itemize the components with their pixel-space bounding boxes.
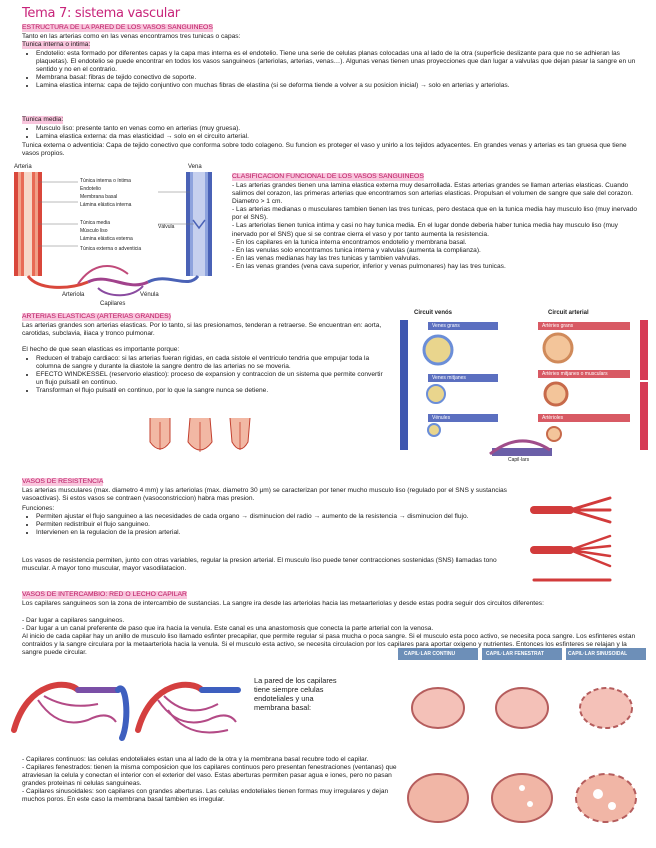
capilares-tipos <box>22 756 397 805</box>
label-arteria: Arteria <box>14 164 32 170</box>
label-capilares: Capilares <box>100 301 126 307</box>
list-item: - En las venas grandes (vena cava superior, inferior y venas pulmonares) hay las tres tunicas. <box>232 262 506 270</box>
list-item: • EFECTO WINDKESSEL (reservorio elastico): proceso de expansion y contraccion de un sistema que permite convertir un flujo pulsatil en continuo. <box>36 371 390 387</box>
list-item: • Lamina elastica externa: da mas elasticidad → solo en el circuito arterial. <box>36 133 642 141</box>
label-venula: Vénula <box>140 292 159 298</box>
intercambio-p4: Al inicio de cada capilar hay un anillo de musculo liso llamado esfinter precapilar, que permite regular si pasa mucha o poca sangre. Si el musculo esta poco activo, se necesita poca sangre. Los esfinteres estan contraidos y la sangre circulara por la metaarteriola hacia la venula. Si el musculo esta activo, se necesita circulacion por los capilares para aportar oxigeno y nutrientes. Entonces los esfinteres se relajan y la sangre puede circular. <box>22 633 636 657</box>
intercambio-p1: Los capilares sanguineos son la zona de intercambio de sustancias. La sangre ira desde las arteriolas hacia las metaarteriolas y desde estas podra seguir dos circuitos diferentes: <box>22 600 544 607</box>
label-arteriola: Arteriola <box>62 292 85 298</box>
intercambio-p2: - Dar lugar a capilares sanguineos. <box>22 617 125 624</box>
list-item: - Capilares sinusoidales: son capilares con grandes aberturas. Las celulas endoteliales tienen formas muy irregulares y dejan muchos poros. En este caso la membrana basal tambien es irregular. <box>22 788 389 804</box>
media-list <box>22 125 642 141</box>
list-item: - Las arterias grandes tienen una lamina elastica externa muy desarrollada. Estas arterias grandes se llaman arterias elasticas. Cuando salimos del corazon, las primeras arterias que encontramos son arterias elasticas. Propulsan el volumen de sangre que sale del corazon. Diametro > 1 cm. <box>232 182 633 206</box>
arterias-list <box>22 355 390 395</box>
label-arterioles: Artèrioles <box>542 415 564 421</box>
section-heading-intercambio: VASOS DE INTERCAMBIO: RED O LECHO CAPILAR <box>22 591 187 598</box>
arterias-p1: Las arterias grandes son arterias elasticas. Por lo tanto, si las presionamos, tenderan a retraerse. Se encuentran en: aorta, carotidas, subclavia, iliaca y tronco pulmonar. <box>22 322 382 338</box>
list-item: - En los capilares en la tunica interna encontramos endotelio y membrana basal. <box>232 238 467 246</box>
arterias-p2: El hecho de que sean elasticas es importante porque: <box>22 346 180 353</box>
capillary-wall-text: La pared de los capilares tiene siempre celulas endoteliales y una membrana basal: <box>254 676 337 712</box>
intima-list <box>22 50 642 90</box>
label-venes-grans: Venes grans <box>432 323 460 329</box>
funciones-list <box>22 513 522 537</box>
label-musculo: Músculo liso <box>80 228 108 234</box>
section-heading-clasificacion: CLASIFICACION FUNCIONAL DE LOS VASOS SANGUINEOS <box>232 173 424 180</box>
label-capilar-continu: CAPIL·LAR CONTINU <box>404 651 456 657</box>
label-circuit-venos: Circuit venós <box>414 310 453 316</box>
intro-text: Tanto en las arterias como en las venas encontramos tres tunicas o capas: <box>22 33 241 40</box>
media-heading: Tunica media: <box>22 116 64 123</box>
label-intima: Túnica interna o íntima <box>80 178 131 184</box>
label-capillars: Capil·lars <box>508 457 530 463</box>
list-item: • Transforman el flujo pulsatil en continuo, por lo que la sangre nunca se detiene. <box>36 387 390 395</box>
label-venes-mitjanes: Venes mitjanes <box>432 375 466 381</box>
label-endotelio: Endotelio <box>80 186 101 192</box>
intercambio-p3: - Dar lugar a un canal preferente de paso que ira hacia la venula. Este canal es una anastomosis que conecta la parte arterial con la venosa. <box>22 625 434 632</box>
list-item: • Permiten ajustar el flujo sanguineo a las necesidades de cada organo → disminucion del radio → aumento de la resistencia → disminucion del flujo. <box>36 513 522 521</box>
list-item: - En las venulas solo encontramos tunica interna y valvulas (aumenta la complianza). <box>232 246 481 254</box>
label-arteries-grans: Artèries grans <box>542 323 574 329</box>
list-item: - Las arteriolas tienen tunica intima y casi no hay tunica media. En el lugar donde deberia haber tunica media hay musculo liso (muy inervado por el SNS) que si se contrae cierra el vaso y por tanto aumenta la resistencia. <box>232 222 618 238</box>
label-capilar-sinusoidal: CAPIL·LAR SINUSOIDAL <box>568 651 628 657</box>
capillary-types-figure <box>398 648 648 844</box>
label-arteries-mitjanes: Artèries mitjanes o musculars <box>542 371 608 377</box>
list-item: • Permiten redistribuir el flujo sanguineo. <box>36 521 522 529</box>
list-item: • Endotelio: esta formado por diferentes capas y la capa mas interna es el endotelio. Tiene una serie de celulas planas colocadas una al lado de la otra (superficie deslizante para que no se adhieran las plaquetas). El endotelio se puede encontrar en todos los vasos sanguineos (arteriolas, arterias, venas…). Algunas venas tienen unas proyecciones que dan lugar a valvulas que dejan pasar la sangre en un sentido y no en el contrario. <box>36 50 642 74</box>
list-item: • Musculo liso: presente tanto en venas como en arterias (muy gruesa). <box>36 125 642 133</box>
externa-text: Tunica externa o adventicia: Capa de tejido conectivo que conforma sobre todo colageno. Su funcion es proteger el vaso y unirlo a los tejidos adyacentes. En grandes venas y arterias es tan gruesa que tiene vasos propios. <box>22 142 627 158</box>
list-item: • Lamina elastica interna: capa de tejido conjuntivo con muchas fibras de elastina (si se deforma tiende a volver a su posicion inicial) → solo en arterias y arteriolas. <box>36 82 642 90</box>
capillary-bed-figure <box>8 660 248 752</box>
list-item: - Las arterias medianas o musculares tambien tienen las tres tunicas, pero destaca que en la tunica media hay musculo liso (muy inervado por el SNS). <box>232 206 637 222</box>
funciones-heading: Funciones: <box>22 505 55 512</box>
label-lamina-ext: Lámina elástica externa <box>80 236 133 242</box>
page-title: Tema 7: sistema vascular <box>22 6 180 21</box>
label-vena: Vena <box>188 164 202 170</box>
list-item: - Capilares continuos: las celulas endoteliales estan una al lado de la otra y la membrana basal recubre todo el capilar. <box>22 756 369 763</box>
label-media: Túnica media <box>80 220 111 226</box>
label-valvula: Válvula <box>158 224 175 230</box>
label-capilar-fenestrat: CAPIL·LAR FENESTRAT <box>486 651 544 657</box>
intima-heading: Tunica interna o intima: <box>22 41 91 48</box>
list-item: • Membrana basal: fibras de tejido conectivo de soporte. <box>36 74 642 82</box>
list-item: • Reducen el trabajo cardiaco: si las arterias fueran rigidas, en cada sistole el ventriculo tendria que empujar toda la columna de sangre y durante la diastole la sangre dentro de las arterias no se moveria. <box>36 355 390 371</box>
list-item: • Intervienen en la regulacion de la presion arterial. <box>36 529 522 537</box>
label-circuit-arterial: Circuit arterial <box>548 310 589 316</box>
artery-layers <box>14 172 42 276</box>
section-heading-arterias: ARTERIAS ELASTICAS (ARTERIAS GRANDES) <box>22 313 171 320</box>
section-heading-resistencia: VASOS DE RESISTENCIA <box>22 478 104 485</box>
label-venules: Vénules <box>432 415 451 421</box>
branching-figure <box>530 488 650 588</box>
section-heading-structure: ESTRUCTURA DE LA PARED DE LOS VASOS SANGUINEOS <box>22 24 213 31</box>
resistencia-p2: Los vasos de resistencia permiten, junto con otras variables, regular la presion arterial. El musculo liso puede tener contracciones sostenidas (SNS) llamadas tono muscular. A mayor tono muscular, mayor vasodilatacion. <box>22 557 497 573</box>
clasificacion-list <box>232 182 644 271</box>
list-item: - Capilares fenestrados: tienen la misma composicion que los capilares continuos pero presentan fenestraciones (ventanas) que atraviesan la celula y conectan el interior con el exterior del vaso. Estas aberturas permiten pasar agua e iones, pero no pasan grandes proteinas ni celulas sanguineas. <box>22 764 397 788</box>
resistencia-p1: Las arterias musculares (max. diametro 4 mm) y las arteriolas (max. diametro 30 μm) se caracterizan por tener mucho musculo liso (regulado por el SNS y sustancias vasoactivas). Si estos vasos se contraen (vasoconstriccion) habra mas presion. <box>22 487 507 503</box>
label-externa: Túnica externa o adventicia <box>80 246 142 252</box>
windkessel-figure <box>130 412 270 458</box>
label-lamina-int: Lámina elástica interna <box>80 202 132 208</box>
label-membrana: Membrana basal <box>80 194 118 200</box>
list-item: - En las venas medianas hay las tres tunicas y tambien valvulas. <box>232 254 421 262</box>
circuits-figure <box>400 310 648 470</box>
